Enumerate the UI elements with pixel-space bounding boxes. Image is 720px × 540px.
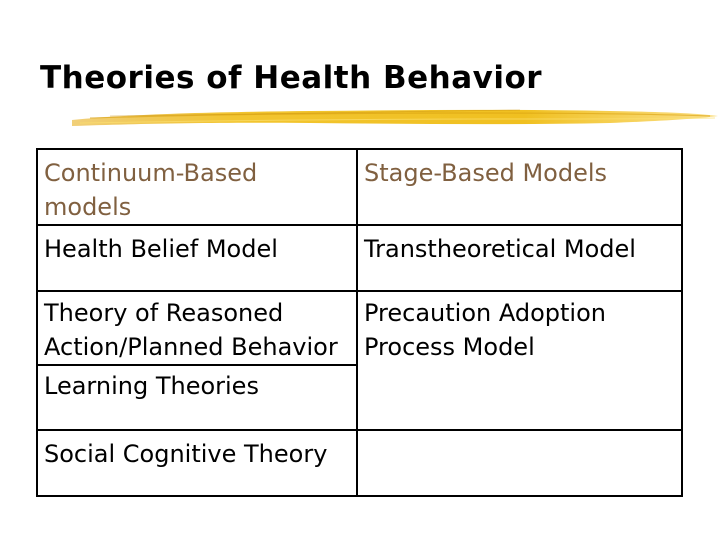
header-continuum-based: Continuum-Based models: [37, 149, 357, 225]
header-stage-based: Stage-Based Models: [357, 149, 682, 225]
theory-health-belief-model: Health Belief Model: [44, 235, 278, 263]
theories-table: [36, 148, 683, 497]
table-cell-empty: [357, 430, 682, 496]
table-cell: [37, 430, 357, 496]
theory-transtheoretical-model: Transtheoretical Model: [364, 235, 636, 263]
theory-reasoned-action: Theory of Reasoned Action/Planned Behavior: [44, 299, 338, 361]
brush-stroke-underline-icon: [70, 104, 720, 132]
theory-learning-theories: Learning Theories: [38, 364, 356, 428]
table-header-row: [37, 149, 682, 225]
table-cell: [37, 291, 357, 430]
table-cell: [357, 291, 682, 430]
slide-title: Theories of Health Behavior: [40, 60, 543, 96]
theory-social-cognitive: Social Cognitive Theory: [44, 440, 328, 468]
table-row: [37, 291, 682, 430]
table-row: [37, 225, 682, 291]
table-cell: [357, 225, 682, 291]
table-row: [37, 430, 682, 496]
theory-precaution-adoption: Precaution Adoption Process Model: [364, 299, 606, 361]
table-cell: [37, 225, 357, 291]
